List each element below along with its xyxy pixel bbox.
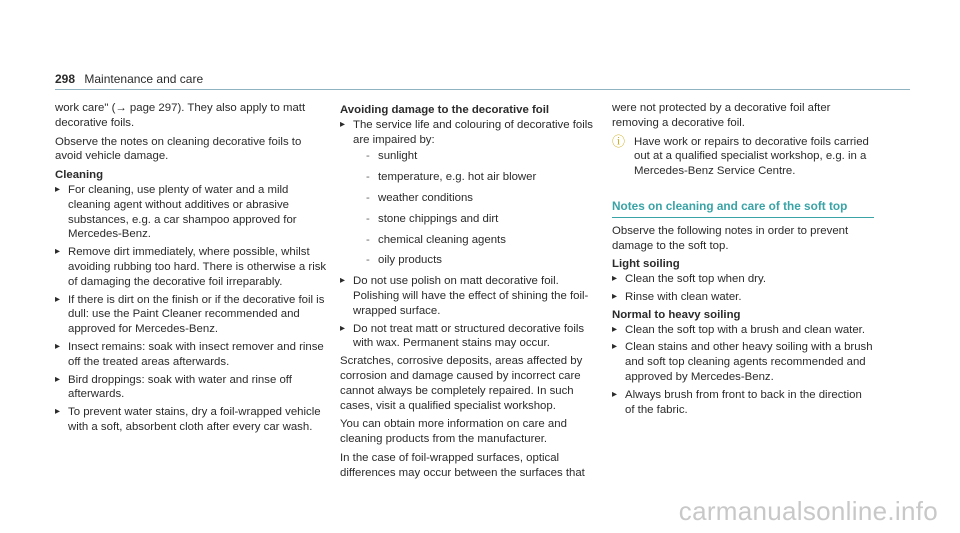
list-item: ▸ For cleaning, use plenty of water and a mild cleaning agent without additives or abrasive substances, e.g. a car shampoo approved for Mercedes-Benz. — [55, 183, 327, 242]
list-item: ▸ Clean the soft top when dry. — [612, 272, 874, 287]
paragraph: Observe the following notes in order to prevent damage to the soft top. — [612, 224, 849, 252]
bullet-list — [340, 118, 600, 351]
paragraph: In the case of foil-wrapped surfaces, optical differences may occur between the surfaces that — [340, 451, 585, 479]
column-3 — [612, 101, 874, 420]
dash-item: - oily products — [353, 253, 600, 268]
subheading-light-soiling: Light soiling — [612, 258, 680, 271]
list-item-text: The service life and colouring of decorative foils are impaired by: — [353, 118, 593, 146]
info-icon: ⓘ — [612, 133, 626, 149]
note — [612, 135, 874, 179]
dash-item: - weather conditions — [353, 191, 600, 206]
list-item: ▸ To prevent water stains, dry a foil-wrapped vehicle with a soft, absorbent cloth after every car wash. — [55, 405, 327, 435]
dash-item: - stone chippings and dirt — [353, 212, 600, 227]
paragraph: You can obtain more information on care and cleaning products from the manufacturer. — [340, 418, 567, 446]
watermark: carmanualsonline.info — [678, 496, 938, 526]
page-number: 298 — [55, 72, 76, 86]
subheading-avoiding-damage: Avoiding damage to the decorative foil — [340, 104, 550, 116]
list-item: ▸ Do not treat matt or structured decorative foils with wax. Permanent stains may occur. — [340, 322, 600, 352]
paragraph: were not protected by a decorative foil after removing a decorative foil. — [612, 102, 831, 129]
paragraph: work care" (→ page 297). They also apply to matt decorative foils. — [55, 102, 306, 129]
list-item: ▸ Bird droppings: soak with water and rinse off afterwards. — [55, 373, 327, 403]
list-item: ▸ Insect remains: soak with insect remover and rinse off the treated areas afterwards. — [55, 340, 327, 370]
subheading-heavy-soiling: Normal to heavy soiling — [612, 308, 741, 321]
list-item: ▸ Clean stains and other heavy soiling with a brush and soft top cleaning agents recommended and approved by Mercedes-Benz. — [612, 340, 874, 384]
bullet-list — [55, 183, 327, 435]
chapter-title: Maintenance and care — [84, 72, 204, 86]
paragraph: Scratches, corrosive deposits, areas affected by corrosion and damage caused by incorrect care cannot always be completely repaired. In such cases, visit a qualified specialist workshop. — [340, 355, 583, 412]
list-item: ▸ If there is dirt on the finish or if the decorative foil is dull: use the Paint Cleaner recommended and approved for Mercedes-Benz. — [55, 293, 327, 337]
subheading-cleaning: Cleaning — [55, 169, 104, 182]
list-item: ▸ Rinse with clean water. — [612, 290, 874, 305]
dash-item: - temperature, e.g. hot air blower — [353, 170, 600, 185]
page-header — [55, 72, 203, 86]
list-item: ▸ Clean the soft top with a brush and clean water. — [612, 323, 874, 338]
list-item: ▸ Remove dirt immediately, where possible, whilst avoiding rubbing too hard. There is otherwise a risk of damaging the decorative foil irreparably. — [55, 245, 327, 289]
paragraph: Observe the notes on cleaning decorative foils to avoid vehicle damage. — [55, 135, 302, 163]
dash-item: - sunlight — [353, 149, 600, 164]
header-rule — [55, 89, 910, 90]
column-2 — [340, 101, 600, 485]
column-1 — [55, 101, 327, 438]
section-title-soft-top: Notes on cleaning and care of the soft top — [612, 199, 874, 218]
list-item: ▸ Do not use polish on matt decorative foil. Polishing will have the effect of shining the foil-wrapped surface. — [340, 274, 600, 318]
bullet-list — [612, 272, 874, 305]
list-item: ▸ Always brush from front to back in the direction of the fabric. — [612, 388, 874, 418]
bullet-list — [612, 323, 874, 418]
list-item — [340, 118, 600, 268]
dash-item: - chemical cleaning agents — [353, 233, 600, 248]
note-text: Have work or repairs to decorative foils carried out at a qualified specialist workshop, e.g. in a Mercedes-Benz Service Centre. — [634, 135, 869, 178]
